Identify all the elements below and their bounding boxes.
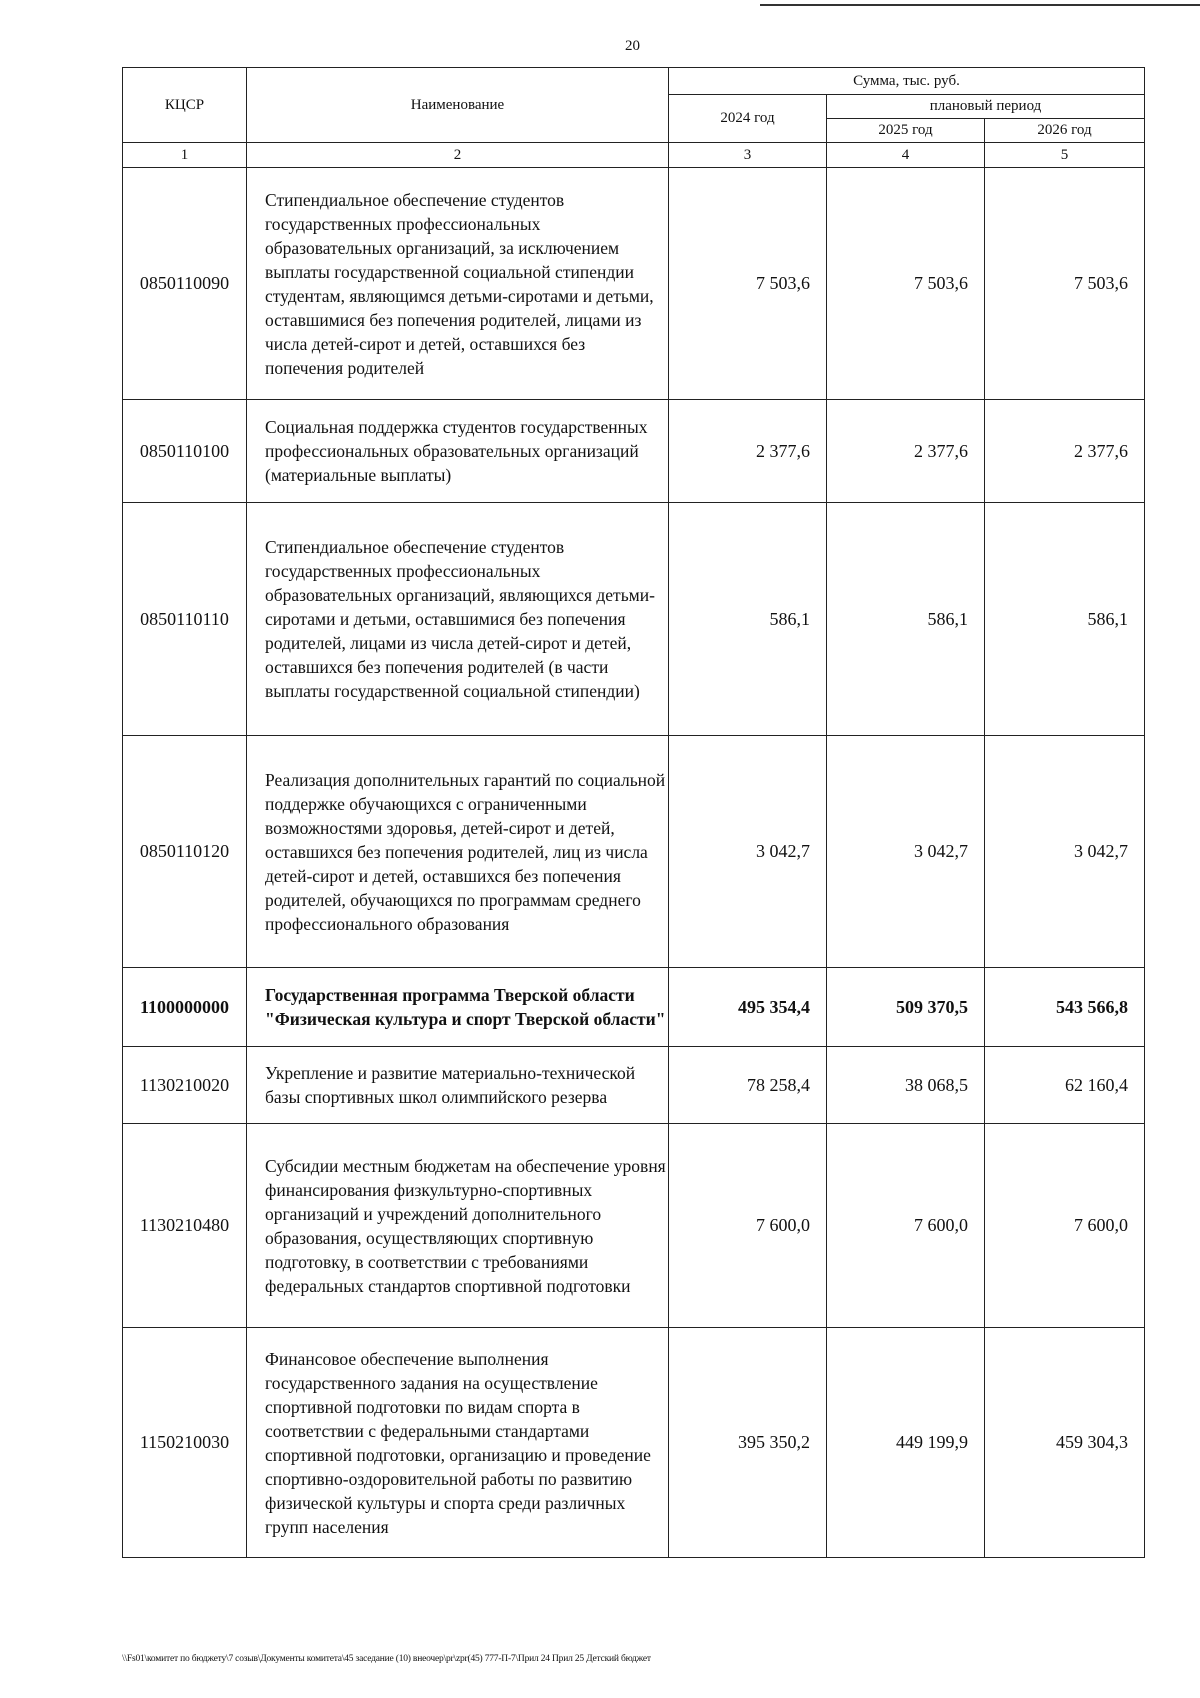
- row-value-2026: 2 377,6: [985, 400, 1145, 503]
- column-number: 3: [669, 143, 827, 168]
- row-code: 1130210020: [123, 1047, 247, 1124]
- page-number: 20: [625, 38, 640, 54]
- row-name: Стипендиальное обеспечение студентов государственных профессиональных образовательных организаций, являющихся детьми-сиротами и детьми, оставшимися без попечения родителей, лицами из числа детей-сирот и детей, оставшихся без попечения родителей (в части выплаты государственной социальной стипендии): [247, 503, 669, 736]
- row-name: Субсидии местным бюджетам на обеспечение уровня финансирования физкультурно-спортивных организаций и учреждений дополнительного образования, осуществляющих спортивную подготовку, в соответствии с требованиями федеральных стандартов спортивной подготовки: [247, 1124, 669, 1328]
- row-name: Социальная поддержка студентов государственных профессиональных образовательных организаций (материальные выплаты): [247, 400, 669, 503]
- row-value-2024: 7 600,0: [669, 1124, 827, 1328]
- row-value-2026: 62 160,4: [985, 1047, 1145, 1124]
- row-name: Укрепление и развитие материально-технической базы спортивных школ олимпийского резерва: [247, 1047, 669, 1124]
- row-code: 0850110110: [123, 503, 247, 736]
- table-row: [123, 503, 1145, 736]
- row-value-2025: 7 600,0: [827, 1124, 985, 1328]
- column-number: 4: [827, 143, 985, 168]
- table-row: [123, 1047, 1145, 1124]
- row-value-2024: 495 354,4: [669, 968, 827, 1047]
- row-value-2026: 7 503,6: [985, 168, 1145, 400]
- header-code: КЦСР: [123, 68, 247, 143]
- row-name: Государственная программа Тверской области "Физическая культура и спорт Тверской области": [247, 968, 669, 1047]
- row-value-2026: 7 600,0: [985, 1124, 1145, 1328]
- row-value-2026: 459 304,3: [985, 1328, 1145, 1558]
- row-code: 1100000000: [123, 968, 247, 1047]
- row-value-2025: 7 503,6: [827, 168, 985, 400]
- row-name: Финансовое обеспечение выполнения государственного задания на осуществление спортивной подготовки по видам спорта в соответствии с федеральными стандартами спортивной подготовки, организацию и проведение спортивно-оздоровительной работы по развитию физической культуры и спорта среди различных групп населения: [247, 1328, 669, 1558]
- column-number: 5: [985, 143, 1145, 168]
- row-code: 0850110120: [123, 736, 247, 968]
- row-value-2025: 586,1: [827, 503, 985, 736]
- header-year-2025: 2025 год: [827, 119, 985, 143]
- row-name: Стипендиальное обеспечение студентов государственных профессиональных образовательных организаций, за исключением выплаты государственной социальной стипендии студентам, являющимся детьми-сиротами и детьми, оставшимися без попечения родителей, лицами из числа детей-сирот и детей, оставшихся без попечения родителей: [247, 168, 669, 400]
- row-code: 0850110090: [123, 168, 247, 400]
- row-value-2024: 586,1: [669, 503, 827, 736]
- row-name: Реализация дополнительных гарантий по социальной поддержке обучающихся с ограниченными возможностями здоровья, детей-сирот и детей, оставшихся без попечения родителей, лиц из числа детей-сирот и детей, оставшихся без попечения родителей, обучающихся по программам среднего профессионального образования: [247, 736, 669, 968]
- row-value-2024: 2 377,6: [669, 400, 827, 503]
- row-value-2026: 543 566,8: [985, 968, 1145, 1047]
- table-row: [123, 736, 1145, 968]
- column-number: 2: [247, 143, 669, 168]
- column-numbers-row: [123, 143, 1145, 168]
- row-value-2025: 3 042,7: [827, 736, 985, 968]
- header-name: Наименование: [247, 68, 669, 143]
- row-value-2024: 78 258,4: [669, 1047, 827, 1124]
- header-year-2024: 2024 год: [669, 95, 827, 143]
- row-code: 1130210480: [123, 1124, 247, 1328]
- budget-table: [122, 67, 1145, 1558]
- footer-file-path: \\Fs01\комитет по бюджету\7 созыв\Документы комитета\45 заседание (10) внеочер\pr\zpr(45) 777-П-7\Прил 24 Прил 25 Детский бюджет: [122, 1654, 651, 1664]
- header-year-2026: 2026 год: [985, 119, 1145, 143]
- table-row: [123, 1124, 1145, 1328]
- header-planned-period: плановый период: [827, 95, 1145, 119]
- table-row-program-total: [123, 968, 1145, 1047]
- row-value-2024: 7 503,6: [669, 168, 827, 400]
- row-value-2024: 3 042,7: [669, 736, 827, 968]
- row-value-2025: 449 199,9: [827, 1328, 985, 1558]
- top-rule: [760, 4, 1200, 6]
- row-value-2025: 509 370,5: [827, 968, 985, 1047]
- header-sum: Сумма, тыс. руб.: [669, 68, 1145, 95]
- row-value-2025: 38 068,5: [827, 1047, 985, 1124]
- row-code: 1150210030: [123, 1328, 247, 1558]
- table-row: [123, 168, 1145, 400]
- table-row: [123, 400, 1145, 503]
- table-row: [123, 1328, 1145, 1558]
- row-value-2026: 586,1: [985, 503, 1145, 736]
- row-value-2024: 395 350,2: [669, 1328, 827, 1558]
- row-value-2025: 2 377,6: [827, 400, 985, 503]
- row-code: 0850110100: [123, 400, 247, 503]
- column-number: 1: [123, 143, 247, 168]
- row-value-2026: 3 042,7: [985, 736, 1145, 968]
